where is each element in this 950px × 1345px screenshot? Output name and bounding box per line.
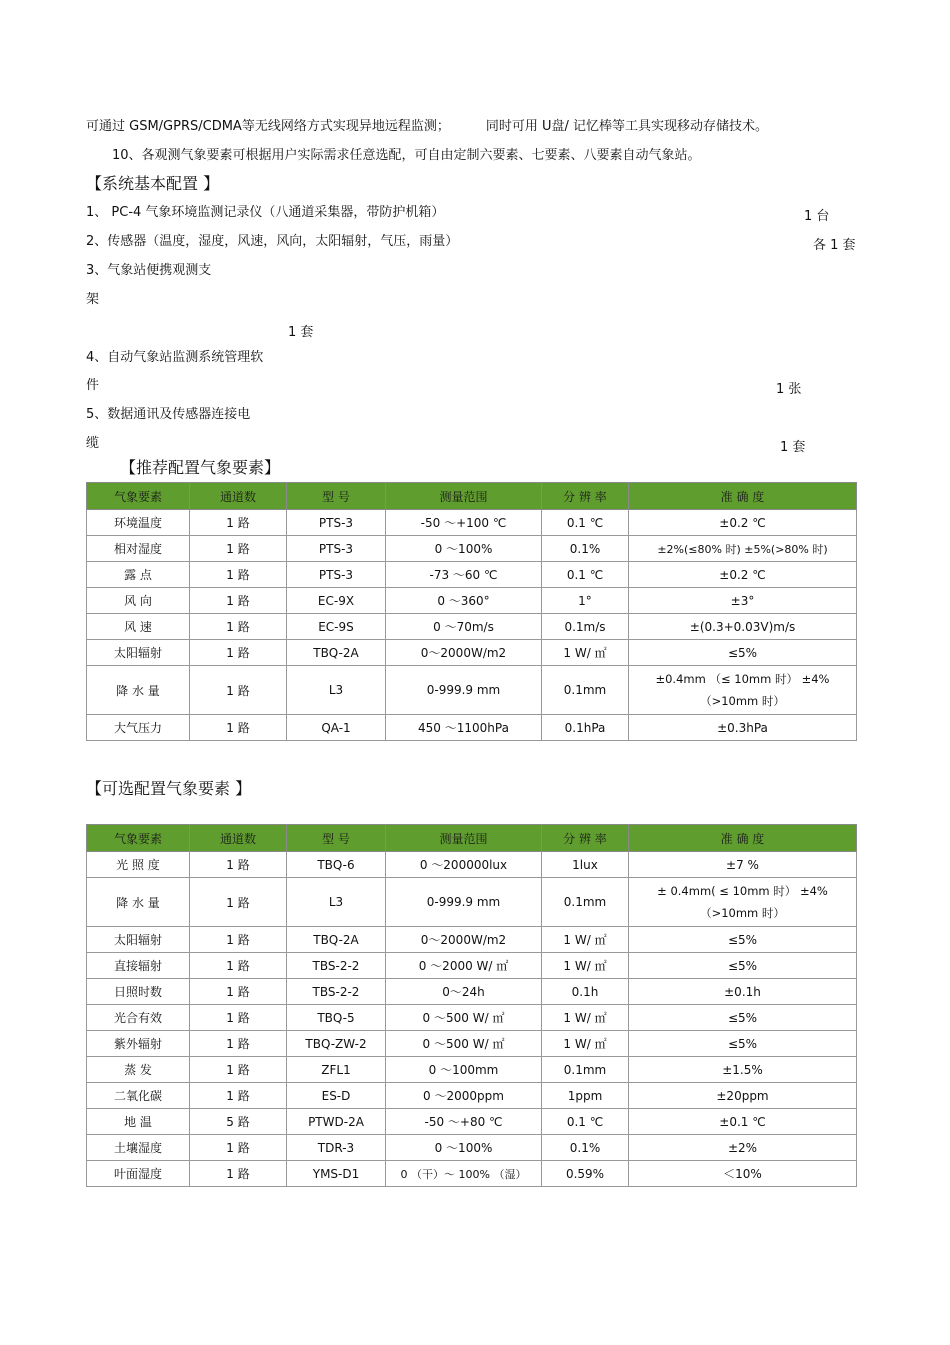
- table-row: [87, 562, 857, 588]
- cell: 土壤湿度: [87, 1135, 190, 1161]
- header-accuracy: 准 确 度: [629, 825, 857, 852]
- cell: 光 照 度: [87, 852, 190, 878]
- cell: 降 水 量: [87, 878, 190, 927]
- basic-config-qty-1: 1 台: [804, 209, 830, 224]
- header-range: 测量范围: [386, 825, 542, 852]
- cell: 0 ～100%: [386, 536, 542, 562]
- cell: 太阳辐射: [87, 927, 190, 953]
- cell: ±2%: [629, 1135, 857, 1161]
- cell: TBQ-5: [287, 1005, 386, 1031]
- cell: TBS-2-2: [287, 979, 386, 1005]
- cell: ≤5%: [629, 1031, 857, 1057]
- table-row: [87, 536, 857, 562]
- table-row: [87, 1057, 857, 1083]
- cell: 风 速: [87, 614, 190, 640]
- cell: [629, 666, 857, 715]
- intro-line-1-part-3: 同时可用 U盘/ 记忆棒等工具实现移动存储技术。: [485, 119, 769, 134]
- table-row: [87, 666, 857, 715]
- cell: 0-999.9 mm: [386, 666, 542, 715]
- basic-config-qty-3: 1 套: [288, 325, 314, 340]
- basic-config-item-4b: 件: [86, 378, 100, 393]
- cell-line: （>10mm 时）: [700, 694, 785, 708]
- cell: 1 W/ ㎡: [542, 927, 629, 953]
- cell: 0 ～70m/s: [386, 614, 542, 640]
- cell: EC-9S: [287, 614, 386, 640]
- table-row: [87, 588, 857, 614]
- recommended-title: 【推荐配置气象要素】: [120, 458, 281, 477]
- cell: ≤5%: [629, 953, 857, 979]
- cell: 1 路: [190, 878, 287, 927]
- cell: 1 路: [190, 666, 287, 715]
- cell: ±0.1 ℃: [629, 1109, 857, 1135]
- cell: L3: [287, 666, 386, 715]
- cell: 5 路: [190, 1109, 287, 1135]
- cell: 降 水 量: [87, 666, 190, 715]
- header-channels: 通道数: [190, 825, 287, 852]
- cell: 1 路: [190, 927, 287, 953]
- cell: 环境温度: [87, 510, 190, 536]
- basic-config-item-5b: 缆: [86, 436, 100, 451]
- table-row: [87, 1005, 857, 1031]
- cell: 0-999.9 mm: [386, 878, 542, 927]
- table-row: [87, 1083, 857, 1109]
- cell: 1 W/ ㎡: [542, 640, 629, 666]
- cell: 0.1mm: [542, 666, 629, 715]
- cell: 0 ～500 W/ ㎡: [386, 1031, 542, 1057]
- cell: 0.1mm: [542, 878, 629, 927]
- cell: YMS-D1: [287, 1161, 386, 1187]
- table-row: [87, 1135, 857, 1161]
- cell: 二氧化碳: [87, 1083, 190, 1109]
- cell: 1 路: [190, 1083, 287, 1109]
- optional-table: [86, 824, 857, 1187]
- cell: ZFL1: [287, 1057, 386, 1083]
- basic-config-qty-2: 各 1 套: [813, 238, 856, 253]
- header-element: 气象要素: [87, 483, 190, 510]
- table-row: [87, 1031, 857, 1057]
- cell: 0～2000W/m2: [386, 640, 542, 666]
- cell: ±0.2 ℃: [629, 562, 857, 588]
- basic-config-item-2: 2、传感器（温度，湿度，风速，风向，太阳辐射，气压，雨量）: [86, 234, 459, 249]
- table-row: [87, 953, 857, 979]
- cell: -73 ～60 ℃: [386, 562, 542, 588]
- cell-line: ±0.4mm （≤ 10mm 时） ±4%: [655, 672, 830, 686]
- cell: ±3°: [629, 588, 857, 614]
- cell: L3: [287, 878, 386, 927]
- cell: 0.1%: [542, 536, 629, 562]
- cell: 0.1mm: [542, 1057, 629, 1083]
- cell: 1 路: [190, 614, 287, 640]
- cell: 叶面湿度: [87, 1161, 190, 1187]
- table-row: [87, 852, 857, 878]
- cell: 太阳辐射: [87, 640, 190, 666]
- basic-config-item-1: 1、 PC-4 气象环境监测记录仪（八通道采集器，带防护机箱）: [86, 205, 445, 220]
- cell: TBQ-ZW-2: [287, 1031, 386, 1057]
- cell: -50 ～+80 ℃: [386, 1109, 542, 1135]
- cell: 1 路: [190, 510, 287, 536]
- cell: QA-1: [287, 715, 386, 741]
- table-row: [87, 510, 857, 536]
- cell: 0 ～2000ppm: [386, 1083, 542, 1109]
- cell: 1 路: [190, 852, 287, 878]
- cell: 1 路: [190, 715, 287, 741]
- header-channels: 通道数: [190, 483, 287, 510]
- header-model: 型 号: [287, 825, 386, 852]
- table-header-row: [87, 483, 857, 510]
- cell: TBS-2-2: [287, 953, 386, 979]
- cell: ±(0.3+0.03V)m/s: [629, 614, 857, 640]
- header-element: 气象要素: [87, 825, 190, 852]
- basic-config-item-4a: 4、自动气象站监测系统管理软: [86, 350, 264, 365]
- cell: ≤5%: [629, 640, 857, 666]
- cell: 0.1 ℃: [542, 562, 629, 588]
- optional-title: 【可选配置气象要素 】: [86, 779, 252, 798]
- cell: TBQ-6: [287, 852, 386, 878]
- cell: ≤5%: [629, 1005, 857, 1031]
- cell: ≤5%: [629, 927, 857, 953]
- cell: 0.1%: [542, 1135, 629, 1161]
- header-model: 型 号: [287, 483, 386, 510]
- cell: 1 路: [190, 1057, 287, 1083]
- intro-line-2: 10、各观测气象要素可根据用户实际需求任意选配，可自由定制六要素、七要素、八要素自动气象站。: [112, 148, 701, 163]
- cell: 1 路: [190, 979, 287, 1005]
- cell: ±7 %: [629, 852, 857, 878]
- header-resolution: 分 辨 率: [542, 483, 629, 510]
- cell: TBQ-2A: [287, 927, 386, 953]
- recommended-table: [86, 482, 857, 741]
- cell: 蒸 发: [87, 1057, 190, 1083]
- cell: 1 路: [190, 1161, 287, 1187]
- cell: PTS-3: [287, 562, 386, 588]
- cell: TDR-3: [287, 1135, 386, 1161]
- cell: 0 ～360°: [386, 588, 542, 614]
- basic-config-qty-4: 1 张: [776, 382, 802, 397]
- cell: 紫外辐射: [87, 1031, 190, 1057]
- table-row: [87, 1161, 857, 1187]
- table-row: [87, 640, 857, 666]
- table-row: [87, 979, 857, 1005]
- cell: ES-D: [287, 1083, 386, 1109]
- cell: 地 温: [87, 1109, 190, 1135]
- basic-config-item-3b: 架: [86, 292, 100, 307]
- cell: TBQ-2A: [287, 640, 386, 666]
- header-accuracy: 准 确 度: [629, 483, 857, 510]
- cell: 1 路: [190, 953, 287, 979]
- cell: 1 路: [190, 562, 287, 588]
- cell: 0 ～2000 W/ ㎡: [386, 953, 542, 979]
- cell: 0.1h: [542, 979, 629, 1005]
- cell: 0 ～200000lux: [386, 852, 542, 878]
- basic-config-item-3a: 3、气象站便携观测支: [86, 263, 212, 278]
- basic-config-item-5a: 5、数据通讯及传感器连接电: [86, 407, 251, 422]
- cell: 0 （干）～ 100% （湿）: [386, 1161, 542, 1187]
- cell: 1 路: [190, 1005, 287, 1031]
- cell: 1 W/ ㎡: [542, 1031, 629, 1057]
- cell: 1ppm: [542, 1083, 629, 1109]
- cell: 0.59%: [542, 1161, 629, 1187]
- cell: 450 ～1100hPa: [386, 715, 542, 741]
- cell: ±0.2 ℃: [629, 510, 857, 536]
- cell: 0 ～100mm: [386, 1057, 542, 1083]
- cell: 1°: [542, 588, 629, 614]
- cell: 大气压力: [87, 715, 190, 741]
- cell: 0～2000W/m2: [386, 927, 542, 953]
- cell: 0.1 ℃: [542, 510, 629, 536]
- header-resolution: 分 辨 率: [542, 825, 629, 852]
- cell: 1 路: [190, 1135, 287, 1161]
- cell: PTS-3: [287, 510, 386, 536]
- intro-line-1: [86, 118, 768, 136]
- cell-line: （>10mm 时）: [700, 906, 785, 920]
- cell-line: ± 0.4mm( ≤ 10mm 时） ±4%: [657, 884, 828, 898]
- cell: 0.1 ℃: [542, 1109, 629, 1135]
- cell: 1 路: [190, 536, 287, 562]
- table-row: [87, 614, 857, 640]
- cell: 0 ～500 W/ ㎡: [386, 1005, 542, 1031]
- intro-line-1-part-2: 等无线网络方式实现异地远程监测；: [241, 119, 450, 134]
- cell: 风 向: [87, 588, 190, 614]
- cell: -50 ～+100 ℃: [386, 510, 542, 536]
- cell: 1lux: [542, 852, 629, 878]
- cell: ±2%(≤80% 时) ±5%(>80% 时): [629, 536, 857, 562]
- cell: 1 路: [190, 1031, 287, 1057]
- cell: PTWD-2A: [287, 1109, 386, 1135]
- cell: ±1.5%: [629, 1057, 857, 1083]
- cell: ＜10%: [629, 1161, 857, 1187]
- basic-config-qty-5: 1 套: [780, 440, 806, 455]
- intro-line-1-part-1: 可通过 GSM/GPRS/CDMA: [86, 119, 242, 134]
- cell: ±0.1h: [629, 979, 857, 1005]
- header-range: 测量范围: [386, 483, 542, 510]
- cell: ±20ppm: [629, 1083, 857, 1109]
- cell: 直接辐射: [87, 953, 190, 979]
- cell: ±0.3hPa: [629, 715, 857, 741]
- cell: 1 路: [190, 588, 287, 614]
- cell: 1 W/ ㎡: [542, 1005, 629, 1031]
- table-header-row: [87, 825, 857, 852]
- table-row: [87, 927, 857, 953]
- cell: 0～24h: [386, 979, 542, 1005]
- cell: 1 W/ ㎡: [542, 953, 629, 979]
- cell: 光合有效: [87, 1005, 190, 1031]
- cell: PTS-3: [287, 536, 386, 562]
- cell: EC-9X: [287, 588, 386, 614]
- cell: [629, 878, 857, 927]
- table-row: [87, 878, 857, 927]
- basic-config-title: 【系统基本配置 】: [86, 174, 220, 193]
- cell: 日照时数: [87, 979, 190, 1005]
- table-row: [87, 1109, 857, 1135]
- cell: 露 点: [87, 562, 190, 588]
- cell: 0 ～100%: [386, 1135, 542, 1161]
- cell: 1 路: [190, 640, 287, 666]
- table-row: [87, 715, 857, 741]
- cell: 0.1hPa: [542, 715, 629, 741]
- cell: 0.1m/s: [542, 614, 629, 640]
- cell: 相对湿度: [87, 536, 190, 562]
